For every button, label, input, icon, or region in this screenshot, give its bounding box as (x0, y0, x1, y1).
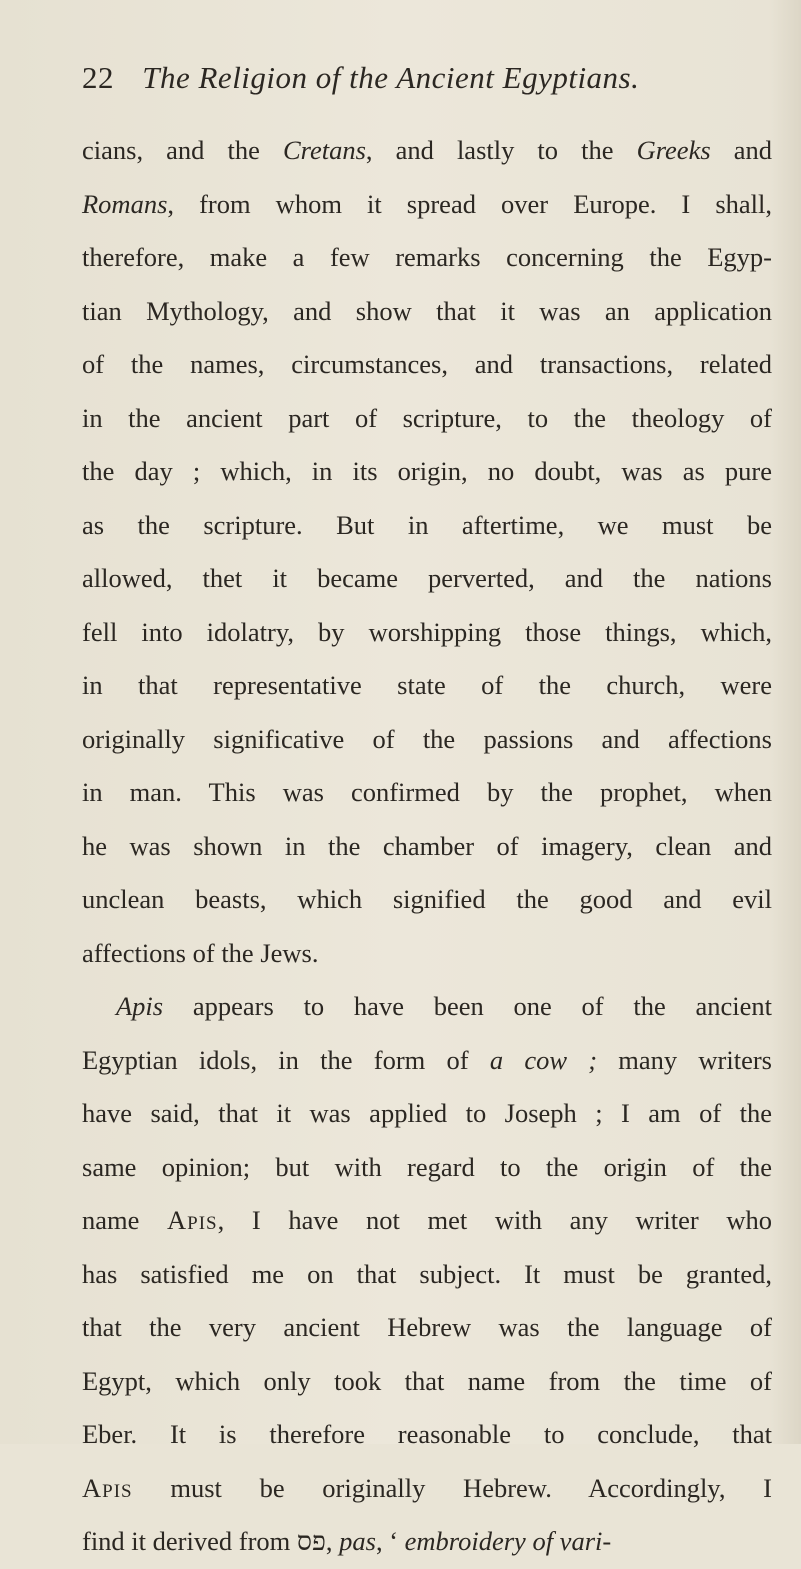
text-run: as the scripture. But in aftertime, we must be (82, 509, 772, 540)
text-run: Cretans (282, 135, 366, 165)
text-run: originally significative of the passions and affections (82, 723, 772, 754)
text-run: that the very ancient Hebrew was the language of (82, 1312, 772, 1342)
text-line (82, 1248, 772, 1302)
text-run: affections of the Jews. (82, 937, 319, 968)
text-line (82, 552, 772, 606)
text-line (82, 980, 772, 1034)
text-run: Egypt, which only took that name from the time of (82, 1365, 772, 1396)
page-header (82, 60, 782, 96)
text-run: tian Mythology, and show that it was an application (82, 295, 772, 326)
text-line (82, 873, 772, 927)
text-line (82, 1141, 772, 1195)
text-run: Apis (167, 1205, 218, 1235)
text-run: therefore, make a few remarks concerning the Egyp- (82, 242, 772, 272)
text-line (82, 659, 772, 713)
text-run: in the ancient part of scripture, to the theology of (82, 402, 772, 433)
text-line (82, 1408, 772, 1462)
text-run: Eber. It is therefore reasonable to conclude, that (82, 1419, 772, 1449)
text-run: he was shown in the chamber of imagery, clean and (82, 830, 772, 861)
text-run: , I have not met with any writer who (217, 1205, 772, 1235)
text-run: has satisfied me on that subject. It must be granted, (82, 1258, 772, 1289)
text-line (82, 445, 772, 499)
text-line (82, 1301, 772, 1355)
text-line (82, 1087, 772, 1141)
text-line (82, 606, 772, 660)
text-run: פס (296, 1526, 326, 1556)
text-run: Romans (82, 188, 168, 219)
text-line (82, 820, 772, 874)
text-run: the day ; which, in its origin, no doubt, was as pure (82, 456, 772, 486)
text-run: many writers (597, 1044, 772, 1075)
text-run: cians, and the (82, 135, 283, 165)
text-line (82, 392, 772, 446)
page-number: 22 (82, 60, 114, 95)
text-run: , and lastly to the (365, 135, 637, 165)
text-line (82, 499, 772, 553)
text-line (82, 338, 772, 392)
text-run: have said, that it was applied to Joseph ; I am of the (82, 1098, 772, 1128)
text-run: and (710, 135, 772, 165)
text-run: same opinion; but with regard to the origin of the (82, 1151, 772, 1182)
text-run: unclean beasts, which signified the good and evil (82, 884, 772, 914)
text-run: name (82, 1205, 168, 1235)
text-line (82, 1355, 772, 1409)
text-run: , (325, 1526, 340, 1556)
text-run: find it derived from (82, 1526, 297, 1556)
text-line (82, 285, 772, 339)
text-run: , from whom it spread over Europe. I shall, (167, 188, 772, 219)
text-run: , ‘ (375, 1526, 405, 1556)
text-run: fell into idolatry, by worshipping those things, which, (82, 616, 772, 647)
text-line (82, 766, 772, 820)
text-run: pas (339, 1526, 376, 1556)
text-run: Apis (116, 991, 164, 1021)
text-run: Egyptian idols, in the form of (82, 1044, 490, 1075)
text-run: in that representative state of the church, were (82, 670, 772, 700)
text-run: a cow ; (489, 1044, 598, 1075)
text-run: Apis (82, 1472, 133, 1503)
text-line (82, 178, 772, 232)
text-run: embroidery of vari- (404, 1526, 612, 1556)
text-run: in man. This was confirmed by the prophet, when (82, 777, 772, 807)
text-run: Greeks (636, 135, 711, 165)
text-line (82, 1515, 772, 1569)
text-line (82, 1034, 772, 1088)
text-run: allowed, thet it became perverted, and the nations (82, 563, 772, 593)
text-line (82, 1462, 772, 1516)
text-line (82, 231, 772, 285)
text-line (82, 1194, 772, 1248)
text-run: appears to have been one of the ancient (163, 991, 772, 1021)
body-text (82, 124, 772, 1569)
text-line (82, 927, 772, 981)
text-line (82, 713, 772, 767)
running-title: The Religion of the Ancient Egyptians. (142, 60, 640, 95)
text-run: of the names, circumstances, and transactions, related (82, 349, 772, 379)
text-run: must be originally Hebrew. Accordingly, I (132, 1472, 772, 1503)
text-line (82, 124, 772, 178)
